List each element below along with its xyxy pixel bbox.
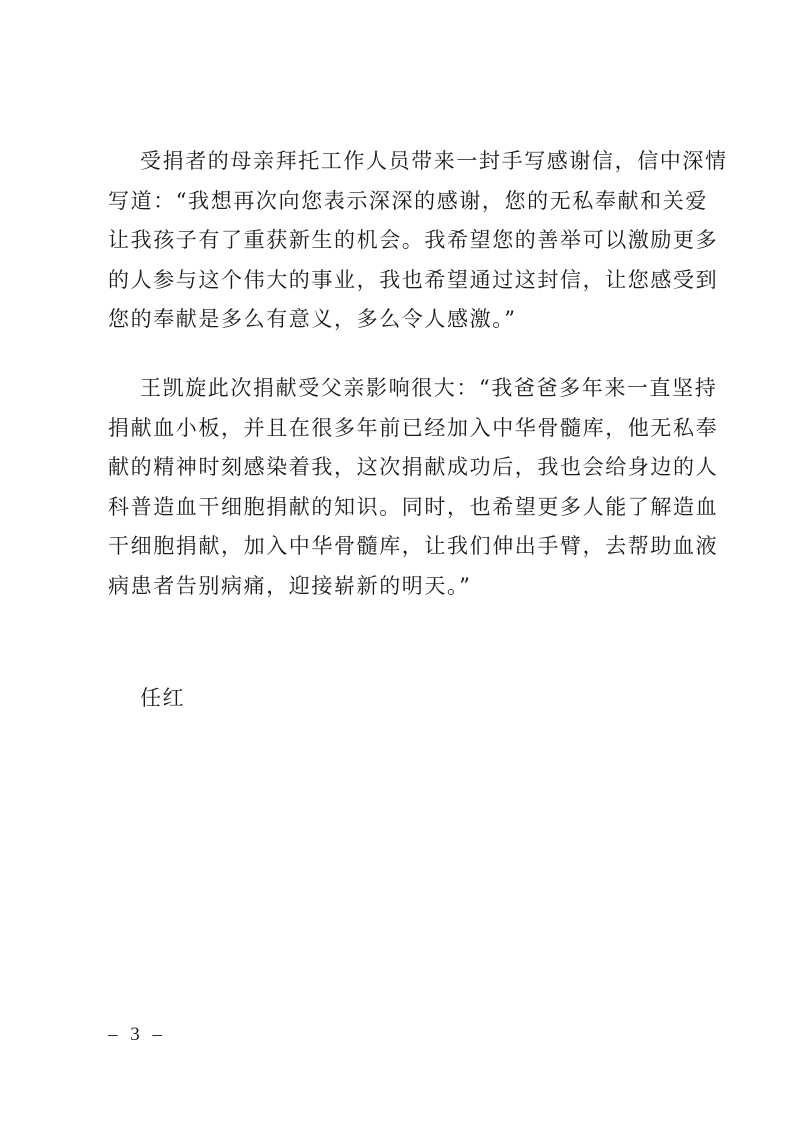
- paragraph-line: 病患者告别病痛，迎接崭新的明天。”: [108, 573, 472, 598]
- author-byline: [108, 679, 690, 719]
- paragraph-line: 王凯旋此次捐献受父亲影响很大：“我爸爸多年来一直坚持: [140, 376, 718, 400]
- page-number: – 3 –: [108, 1024, 166, 1045]
- paragraph-line: 受捐者的母亲拜托工作人员带来一封手写感谢信，信中深情: [140, 149, 728, 173]
- paragraph-thank-you-letter: [108, 142, 728, 340]
- paragraph-line: 的人参与这个伟大的事业，我也希望通过这封信，让您感受到: [108, 267, 719, 292]
- author-name: 任红: [140, 686, 186, 710]
- paragraph-line: 捐献血小板，并且在很多年前已经加入中华骨髓库，他无私奉: [108, 415, 719, 440]
- paragraph-line: 写道：“我想再次向您表示深深的感谢，您的无私奉献和关爱: [108, 188, 708, 213]
- paragraph-line: 让我孩子有了重获新生的机会。我希望您的善举可以激励更多: [108, 228, 719, 252]
- paragraph-line: 您的奉献是多么有意义，多么令人感激。”: [108, 307, 517, 331]
- paragraph-line: 科普造血干细胞捐献的知识。同时，也希望更多人能了解造血: [108, 494, 719, 519]
- paragraph-line: 干细胞捐献，加入中华骨髓库，让我们伸出手臂，去帮助血液: [108, 534, 719, 558]
- paragraph-donor-quote: [108, 369, 719, 606]
- paragraph-line: 献的精神时刻感染着我，这次捐献成功后，我也会给身边的人: [108, 455, 719, 479]
